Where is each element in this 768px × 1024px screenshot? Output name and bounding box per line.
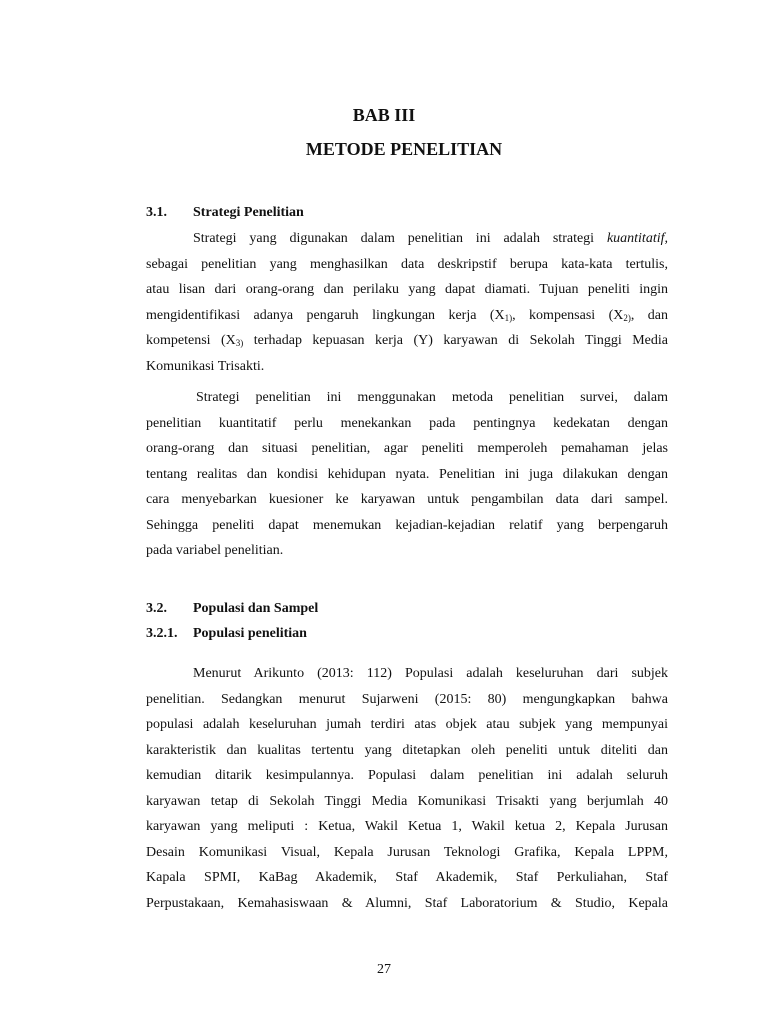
text-line: Strategi penelitian ini menggunakan metoda penelitian survei, dalam bbox=[196, 390, 668, 405]
text-line: kemudian ditarik kesimpulannya. Populasi dalam penelitian ini adalah seluruh bbox=[146, 768, 668, 783]
chapter-title: METODE PENELITIAN bbox=[305, 139, 503, 159]
section-title: Populasi dan Sampel bbox=[193, 601, 319, 616]
text-line: karakteristik dan kualitas tertentu yang ditetapkan oleh peneliti untuk diteliti dan bbox=[146, 742, 668, 758]
text-line: cara menyebarkan kuesioner ke karyawan untuk pengambilan data dari sampel. bbox=[146, 492, 668, 507]
text-run: mengidentifikasi adanya pengaruh lingkungan kerja (X bbox=[146, 307, 505, 323]
section-heading-3-1 bbox=[146, 204, 304, 222]
text-run: , kompensasi (X bbox=[512, 307, 624, 323]
text-line: penelitian kuantitatif perlu menekankan pada pentingnya kedekatan dengan bbox=[146, 415, 668, 431]
section-number: 3.1. bbox=[146, 205, 167, 220]
subscript: 2) bbox=[623, 312, 631, 323]
chapter-number: BAB III bbox=[352, 105, 416, 125]
text-line: penelitian. Sedangkan menurut Sujarweni (2015: 80) mengungkapkan bahwa bbox=[146, 691, 668, 707]
paragraph-populasi bbox=[146, 661, 668, 916]
text-line: tentang realitas dan kondisi kehidupan nyata. Penelitian ini juga dilakukan dengan bbox=[146, 466, 668, 482]
paragraph-strategi-2 bbox=[146, 385, 668, 564]
section-title: Strategi Penelitian bbox=[193, 205, 304, 220]
page-number: 27 bbox=[377, 962, 391, 977]
text-line bbox=[146, 226, 668, 252]
text-run: terhadap kepuasan kerja (Y) karyawan di Sekolah Tinggi Media bbox=[243, 333, 668, 348]
text-line: orang-orang dan situasi penelitian, agar peneliti memperoleh pemahaman jelas bbox=[146, 441, 668, 456]
italic-term: kuantitatif, bbox=[606, 231, 668, 246]
section-heading-3-2-1 bbox=[146, 625, 307, 643]
text-line: Perpustakaan, Kemahasiswaan & Alumni, Staf Laboratorium & Studio, Kepala bbox=[146, 895, 668, 911]
text-line bbox=[146, 303, 668, 329]
subscript: 3) bbox=[235, 338, 244, 348]
text-line: atau lisan dari orang-orang dan perilaku yang dapat diamati. Tujuan peneliti ingin bbox=[146, 282, 668, 297]
text-run: kompetensi (X bbox=[146, 333, 236, 348]
text-run: Strategi yang digunakan dalam penelitian ini adalah strategi bbox=[193, 231, 607, 246]
text-line: Desain Komunikasi Visual, Kepala Jurusan Teknologi Grafika, Kepala LPPM, bbox=[146, 844, 668, 860]
text-run: , dan bbox=[630, 307, 668, 323]
text-line: pada variabel penelitian. bbox=[146, 543, 284, 558]
section-heading-3-2 bbox=[146, 600, 318, 618]
text-line bbox=[146, 328, 668, 354]
text-line: Komunikasi Trisakti. bbox=[146, 358, 265, 374]
text-line: Sehingga peneliti dapat menemukan kejadian-kejadian relatif yang berpengaruh bbox=[146, 517, 668, 533]
section-number: 3.2. bbox=[146, 601, 167, 616]
text-line: Kapala SPMI, KaBag Akademik, Staf Akademik, Staf Perkuliahan, Staf bbox=[146, 870, 668, 885]
text-line: karyawan yang meliputi : Ketua, Wakil Ketua 1, Wakil ketua 2, Kepala Jurusan bbox=[146, 819, 668, 834]
text-line: sebagai penelitian yang menghasilkan data deskripstif berupa kata-kata tertulis, bbox=[146, 256, 668, 272]
subscript: 1) bbox=[504, 312, 513, 323]
section-title: Populasi penelitian bbox=[193, 626, 307, 641]
text-line: Menurut Arikunto (2013: 112) Populasi adalah keseluruhan dari subjek bbox=[193, 666, 668, 681]
section-number: 3.2.1. bbox=[146, 626, 178, 641]
paragraph-strategi-1 bbox=[146, 226, 668, 379]
text-line: populasi adalah keseluruhan jumah terdiri atas objek atau subjek yang mempunyai bbox=[146, 717, 668, 732]
text-line: karyawan tetap di Sekolah Tinggi Media Komunikasi Trisakti yang berjumlah 40 bbox=[146, 793, 668, 809]
